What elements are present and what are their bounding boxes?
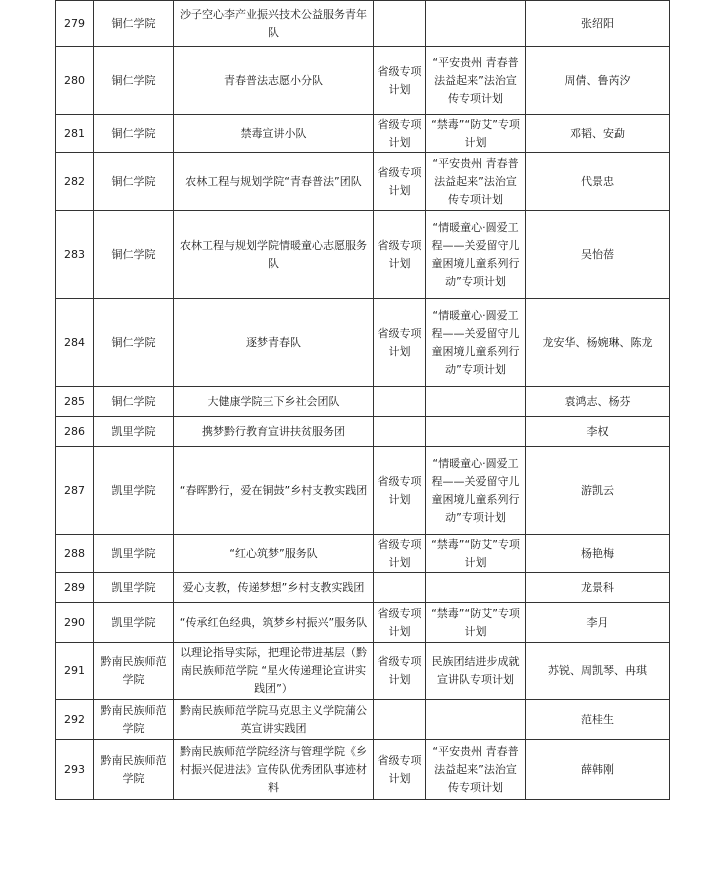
team-name-cell: 以理论指导实际，把理论带进基层（黔南民族师范学院 “星火传递理论宣讲实践团”）	[174, 643, 374, 700]
team-leader-cell: 游凯云	[526, 447, 670, 535]
project-type-cell: 省级专项计划	[374, 115, 426, 153]
project-type-cell: 省级专项计划	[374, 299, 426, 387]
team-name-cell: 黔南民族师范学院马克思主义学院蒲公英宣讲实践团	[174, 700, 374, 740]
row-number-cell: 285	[56, 387, 94, 417]
team-leader-cell: 龙景科	[526, 573, 670, 603]
table-row	[56, 740, 670, 800]
school-name-cell: 凯里学院	[94, 535, 174, 573]
row-number-cell: 282	[56, 153, 94, 211]
special-plan-cell	[426, 573, 526, 603]
project-type-cell	[374, 700, 426, 740]
school-name-cell: 凯里学院	[94, 603, 174, 643]
team-leader-cell: 薛韩刚	[526, 740, 670, 800]
row-number-cell: 279	[56, 1, 94, 47]
team-leader-cell: 吴怡蓓	[526, 211, 670, 299]
team-name-cell: 沙子空心李产业振兴技术公益服务青年队	[174, 1, 374, 47]
table-row	[56, 700, 670, 740]
project-type-cell: 省级专项计划	[374, 643, 426, 700]
school-name-cell: 铜仁学院	[94, 299, 174, 387]
table-row	[56, 1, 670, 47]
table-row	[56, 115, 670, 153]
special-plan-cell: “平安贵州 青春普法益起来”法治宣传专项计划	[426, 47, 526, 115]
team-leader-cell: 李月	[526, 603, 670, 643]
school-name-cell: 铜仁学院	[94, 153, 174, 211]
row-number-cell: 283	[56, 211, 94, 299]
school-name-cell: 黔南民族师范学院	[94, 643, 174, 700]
school-name-cell: 凯里学院	[94, 447, 174, 535]
team-leader-cell: 李权	[526, 417, 670, 447]
team-leader-cell: 龙安华、杨婉琳、陈龙	[526, 299, 670, 387]
special-plan-cell: 民族团结进步成就宣讲队专项计划	[426, 643, 526, 700]
project-type-cell	[374, 417, 426, 447]
team-name-cell: 农林工程与规划学院“青春普法”团队	[174, 153, 374, 211]
team-leader-cell: 范桂生	[526, 700, 670, 740]
team-name-cell: 农林工程与规划学院情暖童心志愿服务队	[174, 211, 374, 299]
project-type-cell: 省级专项计划	[374, 603, 426, 643]
row-number-cell: 290	[56, 603, 94, 643]
project-type-cell	[374, 387, 426, 417]
project-type-cell: 省级专项计划	[374, 535, 426, 573]
team-name-cell: “传承红色经典，筑梦乡村振兴”服务队	[174, 603, 374, 643]
row-number-cell: 292	[56, 700, 94, 740]
team-name-cell: 爱心支教，传递梦想”乡村支教实践团	[174, 573, 374, 603]
special-plan-cell: “情暖童心·圆爱工程——关爱留守儿童困境儿童系列行动”专项计划	[426, 447, 526, 535]
project-type-cell	[374, 573, 426, 603]
project-type-cell: 省级专项计划	[374, 211, 426, 299]
table-row	[56, 643, 670, 700]
team-leader-cell: 邓韬、安勐	[526, 115, 670, 153]
row-number-cell: 291	[56, 643, 94, 700]
team-name-cell: 禁毒宣讲小队	[174, 115, 374, 153]
school-name-cell: 黔南民族师范学院	[94, 700, 174, 740]
team-name-cell: 青春普法志愿小分队	[174, 47, 374, 115]
project-type-cell	[374, 1, 426, 47]
team-name-cell: 大健康学院三下乡社会团队	[174, 387, 374, 417]
table-row	[56, 535, 670, 573]
school-name-cell: 铜仁学院	[94, 1, 174, 47]
school-name-cell: 铜仁学院	[94, 115, 174, 153]
table-row	[56, 47, 670, 115]
roster-body	[56, 1, 670, 800]
row-number-cell: 281	[56, 115, 94, 153]
team-name-cell: “红心筑梦”服务队	[174, 535, 374, 573]
school-name-cell: 铜仁学院	[94, 47, 174, 115]
team-roster-table	[55, 0, 670, 800]
special-plan-cell: “平安贵州 青春普法益起来”法治宣传专项计划	[426, 740, 526, 800]
table-row	[56, 447, 670, 535]
school-name-cell: 凯里学院	[94, 417, 174, 447]
school-name-cell: 凯里学院	[94, 573, 174, 603]
row-number-cell: 280	[56, 47, 94, 115]
row-number-cell: 287	[56, 447, 94, 535]
school-name-cell: 黔南民族师范学院	[94, 740, 174, 800]
project-type-cell: 省级专项计划	[374, 47, 426, 115]
team-name-cell: 黔南民族师范学院经济与管理学院《乡村振兴促进法》宣传队优秀团队事迹材料	[174, 740, 374, 800]
school-name-cell: 铜仁学院	[94, 387, 174, 417]
team-leader-cell: 周倩、鲁芮汐	[526, 47, 670, 115]
table-row	[56, 153, 670, 211]
special-plan-cell: “平安贵州 青春普法益起来”法治宣传专项计划	[426, 153, 526, 211]
team-name-cell: 逐梦青春队	[174, 299, 374, 387]
row-number-cell: 288	[56, 535, 94, 573]
row-number-cell: 293	[56, 740, 94, 800]
table-row	[56, 573, 670, 603]
table-row	[56, 603, 670, 643]
special-plan-cell	[426, 1, 526, 47]
special-plan-cell: “情暖童心·圆爱工程——关爱留守儿童困境儿童系列行动”专项计划	[426, 299, 526, 387]
special-plan-cell	[426, 387, 526, 417]
team-leader-cell: 苏锐、周凯琴、冉琪	[526, 643, 670, 700]
team-leader-cell: 袁鸿志、杨芬	[526, 387, 670, 417]
row-number-cell: 286	[56, 417, 94, 447]
row-number-cell: 284	[56, 299, 94, 387]
special-plan-cell: “禁毒”“防艾”专项计划	[426, 115, 526, 153]
project-type-cell: 省级专项计划	[374, 153, 426, 211]
table-row	[56, 417, 670, 447]
table-row	[56, 299, 670, 387]
special-plan-cell: “禁毒”“防艾”专项计划	[426, 603, 526, 643]
school-name-cell: 铜仁学院	[94, 211, 174, 299]
team-leader-cell: 代景忠	[526, 153, 670, 211]
team-name-cell: “春晖黔行，爱在铜鼓”乡村支教实践团	[174, 447, 374, 535]
row-number-cell: 289	[56, 573, 94, 603]
special-plan-cell	[426, 417, 526, 447]
special-plan-cell: “禁毒”“防艾”专项计划	[426, 535, 526, 573]
team-leader-cell: 杨艳梅	[526, 535, 670, 573]
special-plan-cell: “情暖童心·圆爱工程——关爱留守儿童困境儿童系列行动”专项计划	[426, 211, 526, 299]
team-leader-cell: 张绍阳	[526, 1, 670, 47]
project-type-cell: 省级专项计划	[374, 447, 426, 535]
project-type-cell: 省级专项计划	[374, 740, 426, 800]
team-name-cell: 携梦黔行教育宣讲扶贫服务团	[174, 417, 374, 447]
table-row	[56, 211, 670, 299]
special-plan-cell	[426, 700, 526, 740]
table-row	[56, 387, 670, 417]
